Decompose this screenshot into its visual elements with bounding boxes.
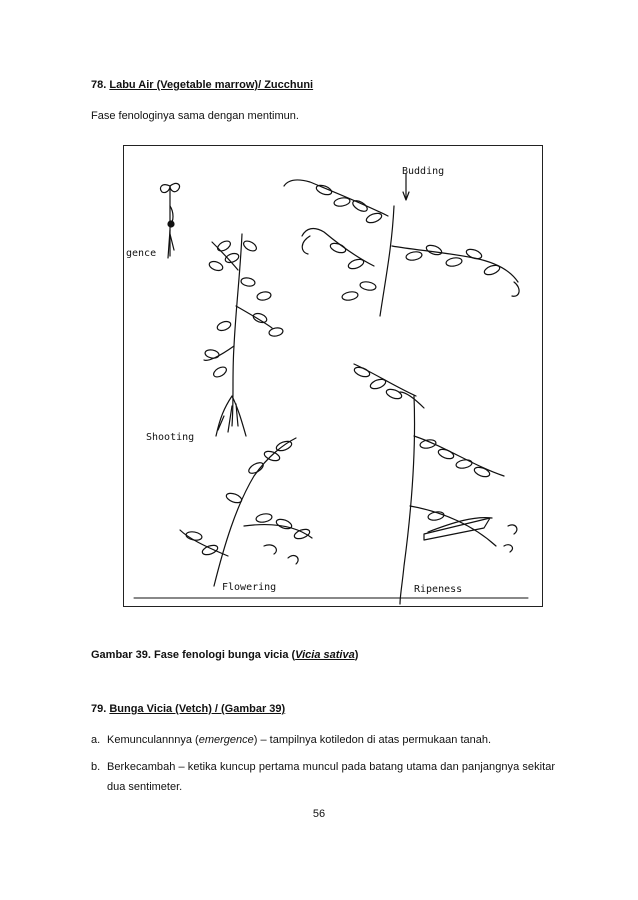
phenology-figure	[123, 145, 543, 607]
label-shooting: Shooting	[146, 432, 195, 443]
section-78-heading	[91, 79, 313, 91]
shooting-plant	[204, 234, 284, 436]
emergence-seedling	[160, 183, 179, 258]
caption-suffix: )	[354, 649, 359, 661]
section-78-title: Labu Air (Vegetable marrow)/ Zucchuni	[109, 79, 314, 91]
section-78-description: Fase fenologinya sama dengan mentimun.	[91, 110, 299, 122]
list-item-a	[91, 730, 561, 750]
list-text-b-line2: dua sentimeter.	[107, 781, 183, 793]
label-ripeness: Ripeness	[414, 584, 463, 595]
list-a-italic: emergence	[198, 734, 254, 746]
list-a-before: Kemunculannnya (	[107, 734, 199, 746]
figure-caption	[91, 649, 358, 661]
list-marker-b: b.	[91, 761, 101, 773]
ripeness-plant	[353, 364, 517, 604]
list-a-after: ) – tampilnya kotiledon di atas permukaan tanah.	[253, 734, 492, 746]
budding-plant	[284, 174, 519, 316]
caption-prefix: Gambar 39. Fase fenologi bunga vicia (	[91, 649, 296, 661]
label-emergence: gence	[126, 248, 157, 259]
label-budding: Budding	[402, 166, 445, 177]
section-79-number: 79.	[91, 703, 107, 715]
section-78-number: 78.	[91, 79, 107, 91]
list-text-b-line1: Berkecambah – ketika kuncup pertama muncul pada batang utama dan panjangnya sekitar	[107, 761, 556, 773]
page-number: 56	[312, 808, 326, 820]
section-79-heading	[91, 703, 285, 715]
section-79-title: Bunga Vicia (Vetch) / (Gambar 39)	[109, 703, 286, 715]
caption-species: Vicia sativa	[295, 649, 355, 661]
list-item-b	[91, 757, 561, 799]
label-flowering: Flowering	[222, 582, 277, 593]
list-marker-a: a.	[91, 734, 101, 746]
flowering-plant	[180, 438, 312, 586]
vetch-drawing	[124, 146, 544, 608]
list-text-a	[107, 730, 491, 750]
